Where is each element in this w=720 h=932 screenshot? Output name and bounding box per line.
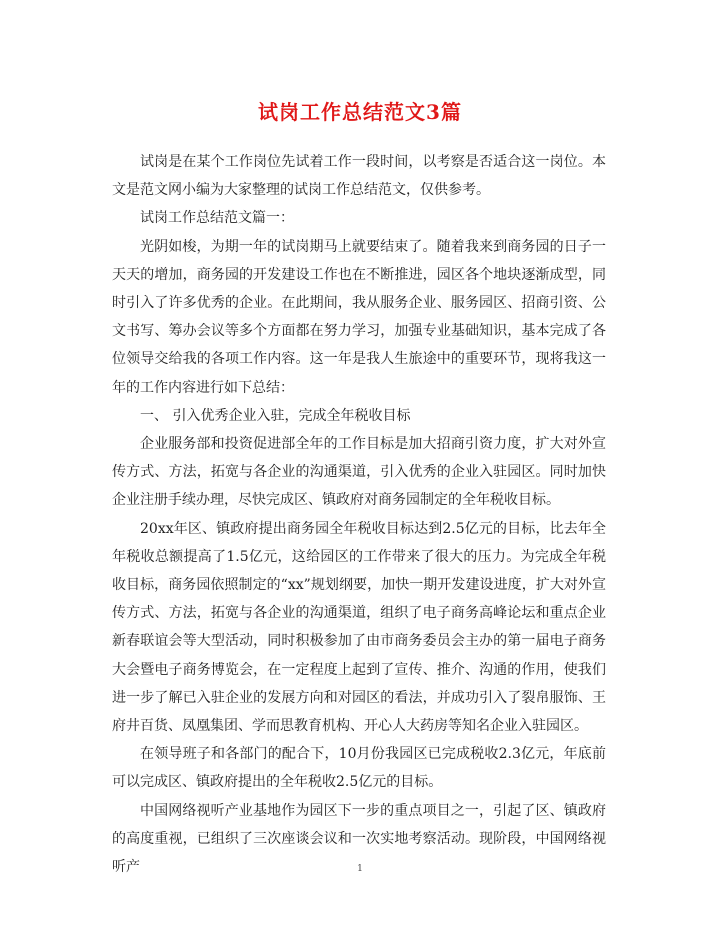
paragraph-intro: 试岗是在某个工作岗位先试着工作一段时间，以考察是否适合这一岗位。本文是范文网小编为大家整理的试岗工作总结范文，仅供参考。 [112,154,606,199]
paragraph-tax-progress: 在领导班子和各部门的配合下，10月份我园区已完成税收2.3亿元，年底前可以完成区、镇政府提出的全年税收2.5亿元的目标。 [112,746,606,791]
paragraph-tax-target: 20xx年区、镇政府提出商务园全年税收目标达到2.5亿元的目标，比去年全年税收总额提高了1.5亿元，这给园区的工作带来了很大的压力。为完成全年税收目标，商务园依照制定的“xx”规划纲要，加快一期开发建设进度，扩大对外宣传方式、方法，拓宽与各企业的沟通渠道，组织了电子商务高峰论坛和重点企业新春联谊会等大型活动，同时积极参加了由市商务委员会主办的第一届电子商务大会暨电子商务博览会，在一定程度上起到了宣传、推介、沟通的作用，使我们进一步了解已入驻企业的发展方向和对园区的看法，并成功引入了裂帛服饰、王府井百货、凤凰集团、学而思教育机构、开心人大药房等知名企业入驻园区。 [112,520,606,735]
page-number: 1 [357,864,363,874]
paragraph-overview: 光阴如梭，为期一年的试岗期马上就要结束了。随着我来到商务园的日子一天天的增加，商务园的开发建设工作也在不断推进，园区各个地块逐渐成型，同时引入了许多优秀的企业。在此期间，我从服务企业、服务园区、招商引资、公文书写、筹办会议等多个方面都在努力学习，加强专业基础知识，基本完成了各位领导交给我的各项工作内容。这一年是我人生旅途中的重要环节，现将我这一年的工作内容进行如下总结： [112,238,606,396]
page-title: 试岗工作总结范文3篇 [258,100,462,124]
paragraph-goals: 企业服务部和投资促进部全年的工作目标是加大招商引资力度，扩大对外宣传方式、方法，拓宽与各企业的沟通渠道，引入优秀的企业入驻园区。同时加快企业注册手续办理，尽快完成区、镇政府对商务园制定的全年税收目标。 [112,436,606,509]
paragraph-subheading-1: 一、 引入优秀企业入驻，完成全年税收目标 [140,407,411,424]
paragraph-video-base: 中国网络视听产业基地作为园区下一步的重点项目之一，引起了区、镇政府的高度重视，已组织了三次座谈会议和一次实地考察活动。现阶段，中国网络视听产 [112,802,606,876]
document-body [112,148,606,881]
paragraph-section-heading: 试岗工作总结范文篇一： [140,210,294,227]
